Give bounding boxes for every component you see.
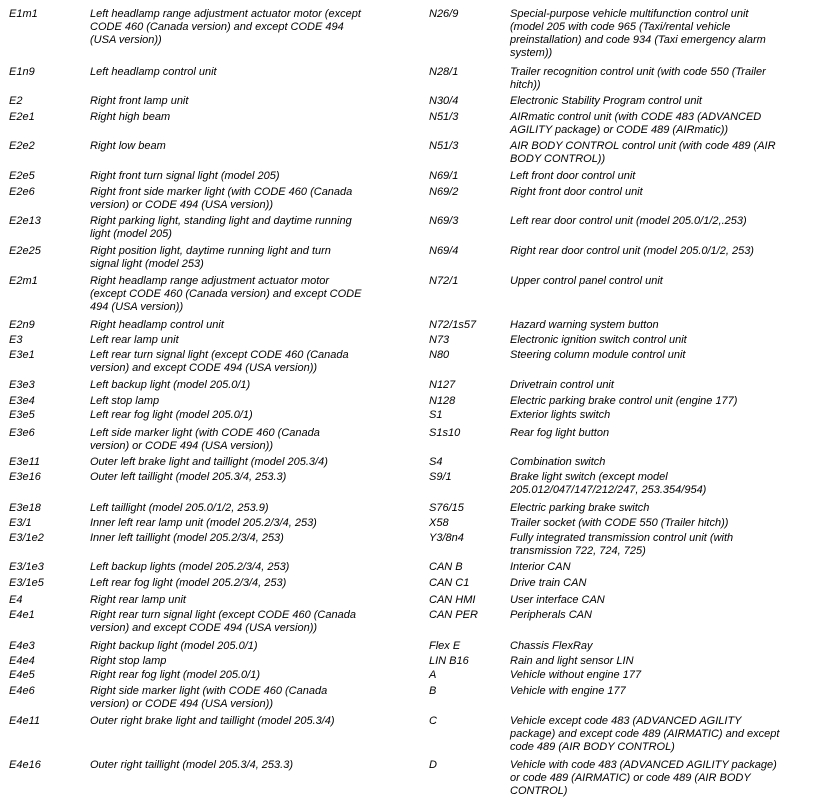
component-code: E4e6 [9,685,35,697]
component-description: Right backup light (model 205.0/1) [90,640,258,652]
component-description: Right front turn signal light (model 205) [90,170,280,182]
component-description: Right side marker light (with CODE 460 (Canada version) or CODE 494 (USA version)) [90,685,328,710]
component-description: Right rear door control unit (model 205.0/1/2, 253) [510,245,754,257]
component-description: Outer right brake light and taillight (model 205.3/4) [90,715,335,727]
component-code: E3e11 [9,456,40,468]
component-description: Right headlamp control unit [90,319,224,331]
component-code: E4e3 [9,640,35,652]
component-description: Right front side marker light (with CODE 460 (Canada version) or CODE 494 (USA version)) [90,186,353,211]
component-description: Left rear turn signal light (except CODE 460 (Canada version) and except CODE 494 (USA version)) [90,349,349,374]
component-code: E4e1 [9,609,35,621]
component-code: E4e16 [9,759,41,771]
component-description: Hazard warning system button [510,319,659,331]
component-description: Left rear fog light (model 205.0/1) [90,409,253,421]
component-description: Left front door control unit [510,170,636,182]
component-code: N69/3 [429,215,459,227]
component-description: Exterior lights switch [510,409,611,421]
component-description: Left backup lights (model 205.2/3/4, 253) [90,561,290,573]
component-code: E3/1 [9,517,32,529]
component-description: Electronic Stability Program control unit [510,95,702,107]
legend-right-column [420,0,822,810]
component-code: S9/1 [429,471,452,483]
component-code: N72/1 [429,275,459,287]
component-description: Electric parking brake switch [510,502,650,514]
component-code: N69/4 [429,245,459,257]
component-description: AIRmatic control unit (with CODE 483 (ADVANCED AGILITY package) or CODE 489 (AIRmatic)) [510,111,762,136]
component-description: Brake light switch (except model 205.012/047/147/212/247, 253.354/954) [510,471,707,496]
component-code: N69/1 [429,170,459,182]
component-code: E3e1 [9,349,35,361]
component-description: Right headlamp range adjustment actuator motor (except CODE 460 (Canada version) and except CODE 494 (USA version)) [90,275,362,313]
component-code: E4 [9,594,23,606]
component-description: Right front door control unit [510,186,643,198]
component-description: Right stop lamp [90,655,167,667]
component-description: Right position light, daytime running light and turn signal light (model 253) [90,245,331,270]
component-description: Trailer recognition control unit (with code 550 (Trailer hitch)) [510,66,766,91]
component-code: CAN HMI [429,594,476,606]
component-code: E2e13 [9,215,41,227]
component-code: E3e4 [9,395,35,407]
component-description: Combination switch [510,456,606,468]
component-code: S4 [429,456,443,468]
component-description: Left headlamp control unit [90,66,217,78]
component-code: N28/1 [429,66,459,78]
component-description: Left rear door control unit (model 205.0/1/2,.253) [510,215,747,227]
component-description: Right high beam [90,111,171,123]
component-code: X58 [429,517,449,529]
component-description: Left rear fog light (model 205.2/3/4, 253) [90,577,287,589]
component-description: Electronic ignition switch control unit [510,334,687,346]
component-description: Vehicle without engine 177 [510,669,642,681]
component-description: Peripherals CAN [510,609,592,621]
component-code: N30/4 [429,95,459,107]
component-code: B [429,685,437,697]
component-code: N51/3 [429,111,459,123]
component-code: E2n9 [9,319,35,331]
component-description: Rear fog light button [510,427,610,439]
component-code: E2e25 [9,245,41,257]
component-description: Electric parking brake control unit (engine 177) [510,395,738,407]
component-code: E2m1 [9,275,38,287]
component-code: E3e5 [9,409,35,421]
component-code: E3/1e2 [9,532,44,544]
component-code: E2e5 [9,170,35,182]
component-description: Vehicle with engine 177 [510,685,626,697]
component-code: E2e1 [9,111,35,123]
component-code: E2 [9,95,23,107]
component-code: E4e11 [9,715,40,727]
component-description: Outer left taillight (model 205.3/4, 253.3) [90,471,287,483]
component-code: C [429,715,437,727]
component-description: Inner left taillight (model 205.2/3/4, 253) [90,532,284,544]
component-code: E3e18 [9,502,41,514]
component-code: E2e2 [9,140,35,152]
component-description: Outer left brake light and taillight (model 205.3/4) [90,456,328,468]
component-code: E1m1 [9,8,38,20]
component-description: Left headlamp range adjustment actuator motor (except CODE 460 (Canada version) and except CODE 494 (USA version)) [90,8,361,46]
component-description: Left stop lamp [90,395,160,407]
component-description: Right rear lamp unit [90,594,186,606]
component-code: E4e4 [9,655,35,667]
component-description: User interface CAN [510,594,605,606]
component-code: N69/2 [429,186,459,198]
component-description: Outer right taillight (model 205.3/4, 253.3) [90,759,294,771]
component-description: Right rear fog light (model 205.0/1) [90,669,260,681]
component-code: N127 [429,379,456,391]
component-description: Vehicle except code 483 (ADVANCED AGILITY package) and except code 489 (AIRMATIC) and except code 489 (AIR BODY CONTROL) [510,715,780,753]
component-code: S1s10 [429,427,461,439]
component-description: Right front lamp unit [90,95,189,107]
component-code: CAN PER [429,609,478,621]
component-description: Special-purpose vehicle multifunction control unit (model 205 with code 965 (Taxi/rental vehicle preinstallation) and code 934 (Taxi emergency alarm system)) [510,8,766,59]
component-description: Trailer socket (with CODE 550 (Trailer hitch)) [510,517,729,529]
component-code: D [429,759,437,771]
component-code: E3e3 [9,379,35,391]
component-description: Fully integrated transmission control unit (with transmission 722, 724, 725) [510,532,734,557]
component-code: LIN B16 [429,655,469,667]
component-description: Right parking light, standing light and daytime running light (model 205) [90,215,352,240]
component-code: CAN B [429,561,463,573]
component-description: Vehicle with code 483 (ADVANCED AGILITY package) or code 489 (AIRMATIC) or code 489 (AIR BODY CONTROL) [510,759,777,797]
component-description: Steering column module control unit [510,349,686,361]
component-description: Right rear turn signal light (except CODE 460 (Canada version) and except CODE 494 (USA version)) [90,609,356,634]
component-code: E3 [9,334,23,346]
component-code: A [429,669,437,681]
component-code: N128 [429,395,456,407]
component-description: Left taillight (model 205.0/1/2, 253.9) [90,502,269,514]
component-description: Drivetrain control unit [510,379,614,391]
component-code: E3/1e3 [9,561,44,573]
component-code: Flex E [429,640,461,652]
component-code: N51/3 [429,140,459,152]
component-description: Chassis FlexRay [510,640,593,652]
component-description: AIR BODY CONTROL control unit (with code 489 (AIR BODY CONTROL)) [510,140,776,165]
component-code: Y3/8n4 [429,532,464,544]
component-code: E2e6 [9,186,35,198]
component-description: Rain and light sensor LIN [510,655,634,667]
component-description: Interior CAN [510,561,571,573]
component-code: N80 [429,349,450,361]
component-code: S1 [429,409,443,421]
component-code: CAN C1 [429,577,470,589]
component-description: Left rear lamp unit [90,334,179,346]
component-description: Right low beam [90,140,166,152]
component-code: N26/9 [429,8,459,20]
component-code: N72/1s57 [429,319,477,331]
component-code: E4e5 [9,669,35,681]
component-description: Left backup light (model 205.0/1) [90,379,251,391]
component-code: S76/15 [429,502,464,514]
component-description: Drive train CAN [510,577,587,589]
component-code: N73 [429,334,450,346]
component-code: E3e16 [9,471,41,483]
component-description: Left side marker light (with CODE 460 (Canada version) or CODE 494 (USA version)) [90,427,320,452]
component-code: E3e6 [9,427,35,439]
component-code: E1n9 [9,66,35,78]
component-description: Inner left rear lamp unit (model 205.2/3/4, 253) [90,517,317,529]
component-code: E3/1e5 [9,577,44,589]
component-description: Upper control panel control unit [510,275,663,287]
